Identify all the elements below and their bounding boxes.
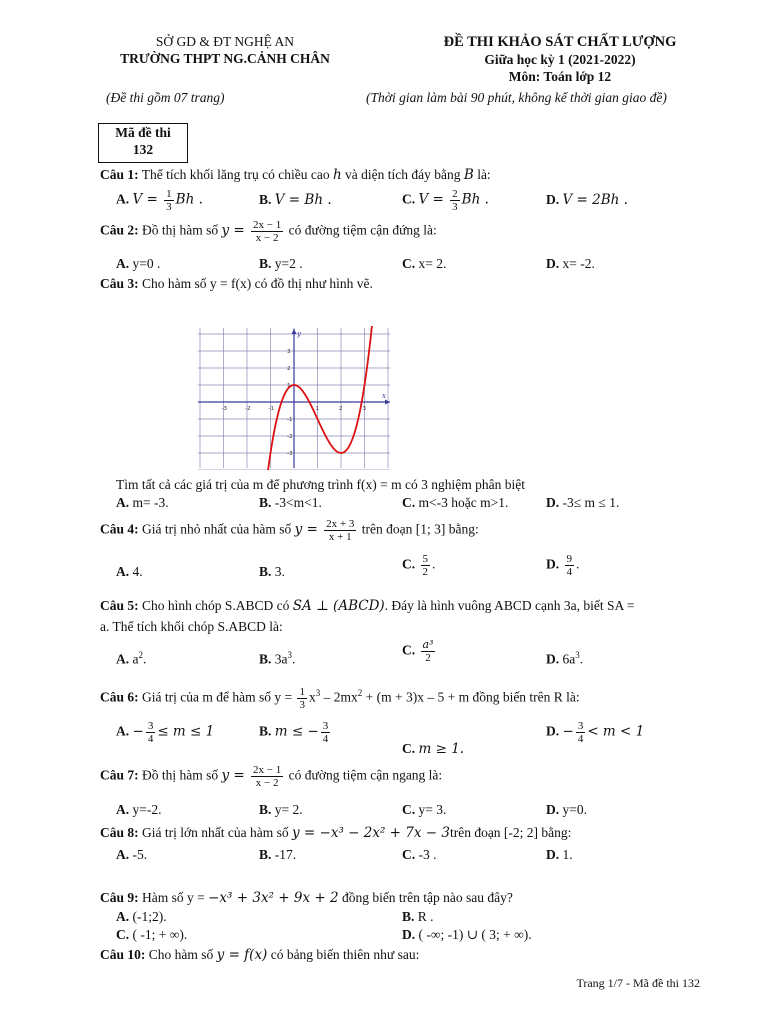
answer-option-c[interactable]: C. $\frac{\text{a³}}{2}$	[402, 638, 434, 664]
answer-option-a[interactable]: A. − $\frac{3}{4}$ ≤ m ≤ 1	[116, 720, 215, 745]
exam-code-box	[98, 123, 188, 163]
answer-option-a[interactable]: A. y=-2.	[116, 802, 162, 817]
exam-code-value: 132	[132, 142, 154, 157]
y-tick-label: 3	[287, 349, 291, 355]
page-footer: Trang 1/7 - Mã đề thi 132	[576, 976, 700, 990]
answer-option-a[interactable]: A. -5.	[116, 847, 148, 862]
graph-axes	[198, 329, 390, 468]
answer-option-c[interactable]: C. V = $\frac{2}{3}$ Bh .	[402, 188, 489, 213]
question-8: Câu 8: Giá trị lớn nhất của hàm số y = −x³ − 2x² + 7x − 3trên đoạn [-2; 2] bằng:	[100, 825, 572, 841]
question-label: Câu 1:	[100, 167, 139, 182]
answer-option-b[interactable]: B. m ≤ − $\frac{3}{4}$	[259, 720, 329, 745]
question-10: Câu 10: Cho hàm số y = f(x) có bảng biến thiên như sau:	[100, 947, 420, 963]
exam-subject: Môn: Toán lớp 12	[508, 69, 612, 84]
answer-option-d[interactable]: D. V = 2Bh .	[546, 192, 628, 208]
x-tick-label: 3	[362, 406, 366, 412]
answer-option-d[interactable]: D. -3≤ m ≤ 1.	[546, 495, 620, 510]
answer-option-a[interactable]: A. y=0 .	[116, 256, 161, 271]
answer-option-b[interactable]: B. -3<m<1.	[259, 495, 322, 510]
answer-option-a[interactable]: A. V = $\frac{1}{3}$ Bh .	[116, 188, 203, 213]
answer-option-c[interactable]: C. m<-3 hoặc m>1.	[402, 495, 509, 510]
time-note: (Thời gian làm bài 90 phút, không kể thời gian giao đề)	[366, 90, 667, 105]
answer-option-d[interactable]: D. − $\frac{3}{4}$ < m < 1	[546, 720, 645, 745]
exam-title: ĐỀ THI KHẢO SÁT CHẤT LƯỢNG	[443, 34, 677, 50]
x-tick-label: -2	[245, 406, 251, 412]
y-tick-label: 1	[287, 383, 291, 389]
answer-option-b[interactable]: B. -17.	[259, 847, 297, 862]
x-axis-arrow	[385, 400, 390, 405]
exam-term: Giữa học kỳ 1 (2021-2022)	[484, 52, 636, 67]
question-6: Câu 6: Giá trị của m để hàm số y = $\frac{1}{3}$ $x^3 - 2mx^2 + (m + 3)x - 5 + m$ đồng biến trên R là:	[100, 686, 580, 711]
question-3: Câu 3: Cho hàm số y = f(x) có đồ thị như hình vẽ.	[100, 276, 373, 291]
school-name: TRƯỜNG THPT NG.CẢNH CHÂN	[120, 51, 330, 66]
answer-option-d[interactable]: D. x= -2.	[546, 256, 595, 271]
answer-option-a[interactable]: A. 4.	[116, 564, 143, 579]
pages-note: (Đề thi gồm 07 trang)	[106, 90, 225, 105]
y-tick-label: 2	[287, 366, 291, 372]
question-text: là:	[473, 167, 491, 182]
function-graph	[196, 326, 392, 470]
answer-option-a[interactable]: A. $a^2$.	[116, 650, 147, 667]
question-text: và diện tích đáy bằng	[341, 167, 464, 182]
answer-option-c[interactable]: C. y= 3.	[402, 802, 447, 817]
answer-option-d[interactable]: D. 1.	[546, 847, 573, 862]
answer-option-b[interactable]: B. V = Bh .	[259, 192, 332, 208]
answer-option-d[interactable]: D. $\frac{9}{4}$ .	[546, 553, 580, 578]
y-axis-label: y	[297, 330, 301, 338]
function-curve	[266, 326, 372, 470]
answer-option-d[interactable]: D. $6a^3$.	[546, 650, 584, 667]
question-4: Câu 4: Giá trị nhỏ nhất của hàm số y = $\frac{2x + 3}{x + 1}$ trên đoạn [1; 3] bằng:	[100, 518, 479, 543]
answer-option-c[interactable]: C. ( -1; + ∞).	[116, 927, 188, 942]
y-tick-label: -3	[287, 451, 293, 457]
y-tick-label: -2	[287, 434, 293, 440]
answer-option-d[interactable]: D. y=0.	[546, 802, 587, 817]
question-5-cont: a. Thể tích khối chóp S.ABCD là:	[100, 619, 283, 634]
question-5: Câu 5: Cho hình chóp S.ABCD có SA ⊥ (ABCD). Đáy là hình vuông ABCD cạnh 3a, biết SA =	[100, 598, 635, 614]
y-tick-label: -1	[287, 417, 293, 423]
answer-option-c[interactable]: C. -3 .	[402, 847, 437, 862]
answer-option-d[interactable]: D. ( -∞; -1) ∪ ( 3; + ∞).	[402, 927, 532, 942]
question-9: Câu 9: Hàm số y = −x³ + 3x² + 9x + 2 đồng biến trên tập nào sau đây?	[100, 890, 513, 906]
answer-option-c[interactable]: C. $\frac{5}{2}$ .	[402, 553, 436, 578]
answer-option-b[interactable]: B. y= 2.	[259, 802, 303, 817]
answer-option-b[interactable]: B. $3a^3$.	[259, 650, 296, 667]
var-h: h	[332, 167, 342, 183]
answer-option-c[interactable]: C. x= 2.	[402, 256, 447, 271]
answer-option-a[interactable]: A. (-1;2).	[116, 909, 167, 924]
answer-option-b[interactable]: B. y=2 .	[259, 256, 303, 271]
y-axis-arrow	[292, 329, 297, 334]
exam-code-label: Mã đề thi	[115, 125, 171, 140]
x-tick-label: 2	[339, 406, 343, 412]
answer-option-a[interactable]: A. m= -3.	[116, 495, 169, 510]
var-b: B	[463, 167, 474, 183]
question-1	[100, 167, 491, 183]
department-name: SỞ GD & ĐT NGHỆ AN	[155, 34, 295, 49]
answer-option-c[interactable]: C. m ≥ 1.	[402, 741, 465, 757]
x-tick-label: 1	[315, 406, 319, 412]
answer-option-b[interactable]: B. 3.	[259, 564, 285, 579]
question-3-prompt: Tìm tất cả các giá trị của m để phương trình f(x) = m có 3 nghiệm phân biệt	[116, 477, 525, 492]
question-2: Câu 2: Đồ thị hàm số y = $\frac{2x - 1}{x - 2}$ có đường tiệm cận đứng là:	[100, 219, 437, 244]
x-tick-label: -1	[268, 406, 274, 412]
answer-option-b[interactable]: B. R .	[402, 909, 434, 924]
x-tick-label: -3	[221, 406, 227, 412]
question-7: Câu 7: Đồ thị hàm số y = $\frac{2x - 1}{x - 2}$ có đường tiệm cận ngang là:	[100, 764, 443, 789]
x-axis-label: x	[382, 392, 386, 400]
question-text: Thể tích khối lăng trụ có chiều cao	[141, 167, 333, 182]
